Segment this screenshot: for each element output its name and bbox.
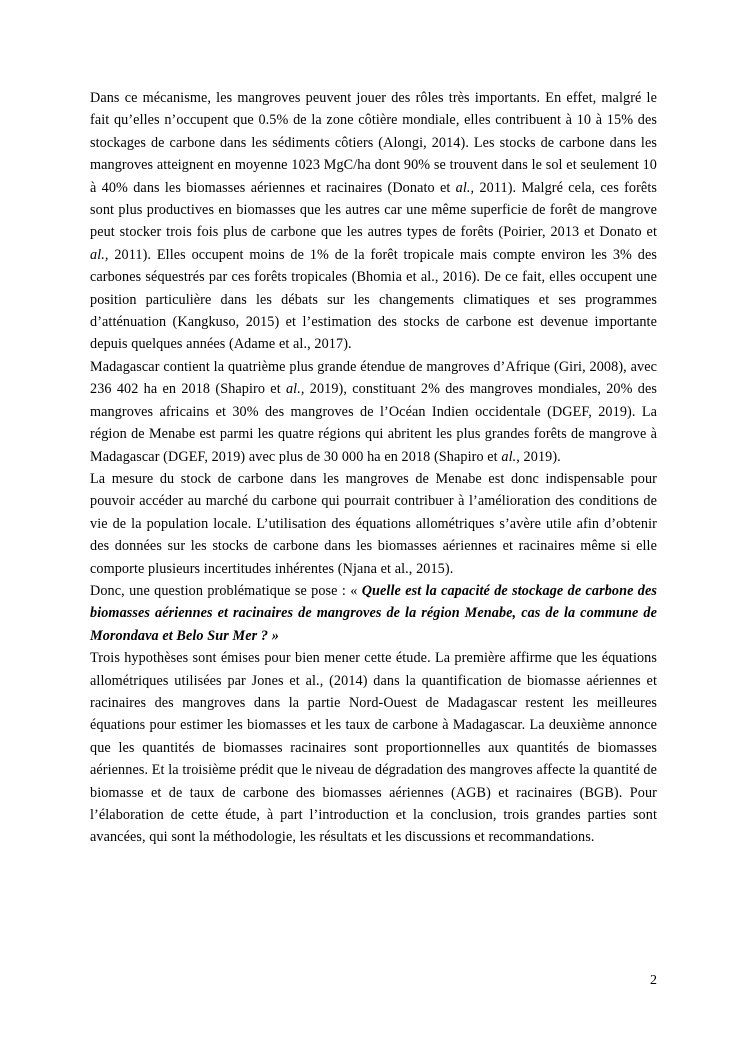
text-run: al., bbox=[501, 448, 520, 465]
text-run: Quelle est la capacité de stockage de carbone des biomasses aériennes et racinaires de mangroves de la région Menabe, cas de la commune de Morondava et Belo Sur Mer ? » bbox=[90, 582, 657, 644]
text-run: 2011). Elles occupent moins de 1% de la forêt tropicale mais compte environ les 3% des carbones séquestrés par ces forêts tropicales (Bhomia et al., 2016). De ce fait, elles occupent une position particulière dans les débats sur les changements climatiques et ses programmes d’atténuation (Kangkuso, 2015) et l’estimation des stocks de carbone est devenue importante depuis quelques années (Adame et al., 2017). bbox=[90, 246, 657, 353]
text-run: Dans ce mécanisme, les mangroves peuvent jouer des rôles très importants. En effet, malgré le fait qu’elles n’occupent que 0.5% de la zone côtière mondiale, elles contribuent à 10 à 15% des stockages de carbone dans les sédiments côtiers (Alongi, 2014). Les stocks de carbone dans les mangroves atteignent en moyenne 1023 MgC/ha dont 90% se trouvent dans le sol et seulement 10 à 40% dans les biomasses aériennes et racinaires (Donato et bbox=[90, 90, 657, 196]
paragraph bbox=[90, 356, 657, 468]
paragraph bbox=[90, 87, 657, 356]
text-run: La mesure du stock de carbone dans les mangroves de Menabe est donc indispensable pour pouvoir accéder au marché du carbone qui pourrait contribuer à l’amélioration des conditions de vie de la population locale. L’utilisation des équations allométriques s’avère utile afin d’obtenir des données sur les stocks de carbone dans les biomasses aériennes et racinaires même si elle comporte plusieurs incertitudes inhérentes (Njana et al., 2015). bbox=[90, 470, 657, 577]
paragraph bbox=[90, 468, 657, 580]
text-run: 2011). Malgré cela, ces forêts sont plus productives en biomasses que les autres car une même superficie de forêt de mangrove peut stocker trois fois plus de carbone que les autres types de forêts (Poirier, 2013 et Donato et bbox=[90, 179, 657, 241]
paragraph bbox=[90, 580, 657, 647]
paragraph bbox=[90, 647, 657, 849]
text-run: al., bbox=[90, 246, 109, 263]
text-run: Madagascar contient la quatrième plus grande étendue de mangroves d’Afrique (Giri, 2008), avec 236 402 ha en 2018 (Shapiro et bbox=[90, 358, 657, 398]
page-number: 2 bbox=[650, 973, 657, 988]
text-run: al., bbox=[285, 381, 305, 398]
document-body bbox=[90, 87, 657, 849]
text-run: al., bbox=[455, 179, 475, 196]
text-run: Donc, une question problématique se pose : « bbox=[90, 582, 362, 599]
text-run: 2019). bbox=[519, 448, 561, 465]
text-run: Trois hypothèses sont émises pour bien mener cette étude. La première affirme que les équations allométriques utilisées par Jones et al., (2014) dans la quantification de biomasse aériennes et racinaires des mangroves dans la partie Nord-Ouest de Madagascar restent les meilleures équations pour estimer les biomasses et les taux de carbone à Madagascar. La deuxième annonce que les quantités de biomasses racinaires sont proportionnelles aux quantités de biomasses aériennes. Et la troisième prédit que le niveau de dégradation des mangroves affecte la quantité de biomasse et de taux de carbone des biomasses aériennes (AGB) et racinaires (BGB). Pour l’élaboration de cette étude, à part l’introduction et la conclusion, trois grandes parties sont avancées, qui sont la méthodologie, les résultats et les discussions et recommandations. bbox=[90, 650, 657, 846]
text-run: 2019), constituant 2% des mangroves mondiales, 20% des mangroves africains et 30% des mangroves de l’Océan Indien occidentale (DGEF, 2019). La région de Menabe est parmi les quatre régions qui abritent les plus grandes forêts de mangrove à Madagascar (DGEF, 2019) avec plus de 30 000 ha en 2018 (Shapiro et bbox=[90, 381, 657, 465]
